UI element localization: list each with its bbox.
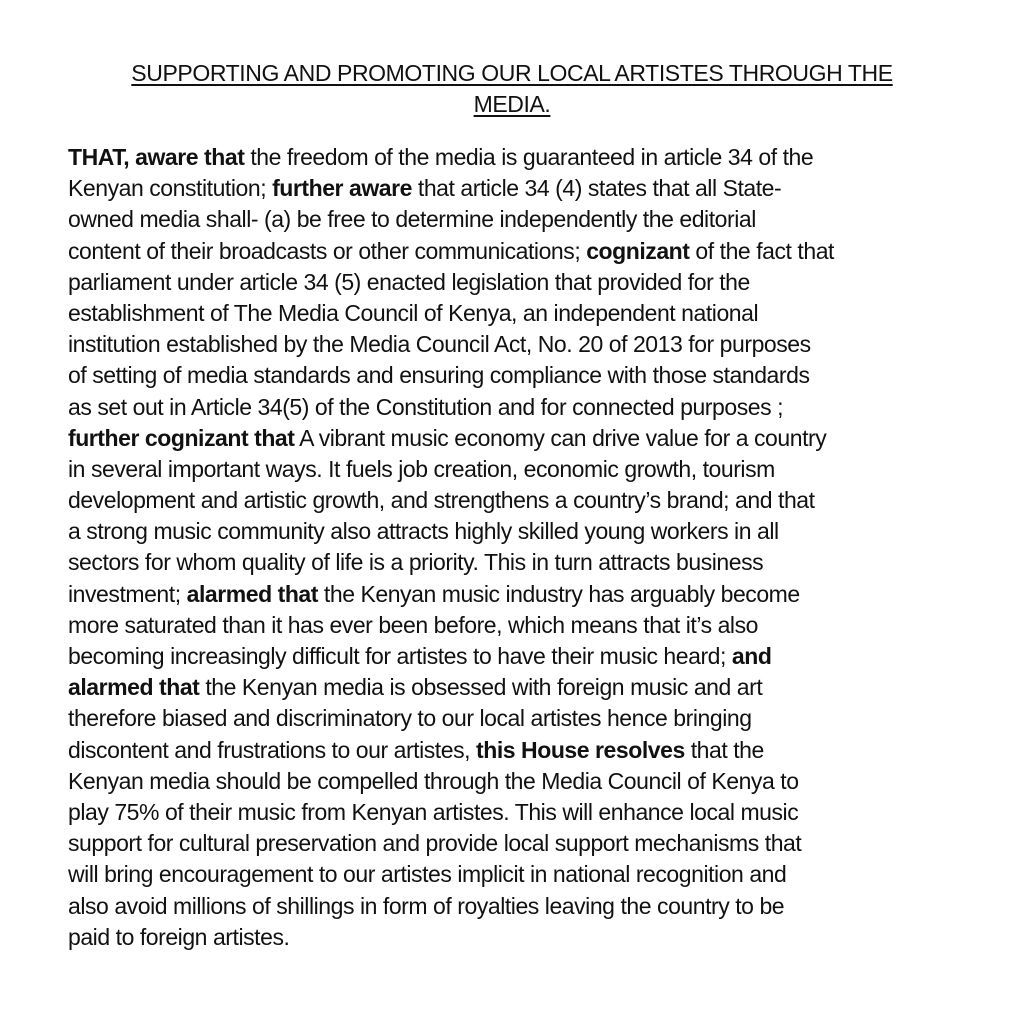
text-segment: will bring encouragement to our artistes implicit in national recognition and [68,861,787,888]
text-segment: that the [684,736,764,763]
text-segment: as set out in Article 34(5) of the Constitution and for connected purposes ; [68,393,784,420]
bold-phrase: further aware [272,175,412,202]
body-line [68,641,968,672]
text-segment: discontent and frustrations to our artistes, [68,736,477,763]
body-line [68,360,968,391]
body-line [68,142,968,173]
body-line [68,392,968,423]
body-line [68,173,968,204]
body-line [68,454,968,485]
body-line [68,797,968,828]
text-segment: more saturated than it has ever been before, which means that it’s also [68,611,758,638]
text-segment: Kenyan media should be compelled through the Media Council of Kenya to [68,767,799,794]
bold-phrase: alarmed that [68,674,200,701]
body-line [68,267,968,298]
text-segment: A vibrant music economy can drive value for a country [294,424,827,451]
body-line [68,859,968,890]
text-segment: Kenyan constitution; [68,175,273,202]
text-segment: owned media shall- (a) be free to determine independently the editorial [68,206,756,233]
title-line-2: MEDIA. [473,91,551,117]
bold-phrase: this House resolves [476,736,685,763]
text-segment: in several important ways. It fuels job creation, economic growth, tourism [68,455,775,482]
body-line [68,579,968,610]
text-segment: sectors for whom quality of life is a priority. This in turn attracts business [68,549,764,576]
text-segment: development and artistic growth, and strengthens a country’s brand; and that [68,487,815,514]
bold-phrase: and [731,643,772,669]
text-segment: therefore biased and discriminatory to our local artistes hence bringing [68,705,752,732]
bold-phrase: cognizant [586,237,690,264]
bold-phrase: THAT, aware that [68,144,245,170]
body-line [68,610,968,641]
text-segment: that article 34 (4) states that all State- [411,175,782,202]
text-segment: establishment of The Media Council of Kenya, an independent national [68,299,759,326]
text-segment: parliament under article 34 (5) enacted legislation that provided for the [68,268,750,295]
title-line-1: SUPPORTING AND PROMOTING OUR LOCAL ARTISTES THROUGH THE [131,60,893,86]
text-segment: play 75% of their music from Kenyan artistes. This will enhance local music [68,798,799,825]
body-line [68,735,968,766]
body-line [68,672,968,703]
document-title [60,58,964,120]
text-segment: institution established by the Media Council Act, No. 20 of 2013 for purposes [68,331,811,358]
text-segment: becoming increasingly difficult for artistes to have their music heard; [68,643,732,669]
body-line [68,922,968,953]
body-line [68,766,968,797]
bold-phrase: alarmed that [186,580,318,607]
motion-body [68,142,968,953]
body-line [68,891,968,922]
text-segment: also avoid millions of shillings in form of royalties leaving the country to be [68,892,785,919]
body-line [68,516,968,547]
body-line [68,703,968,734]
body-line [68,329,968,360]
body-line [68,828,968,859]
text-segment: content of their broadcasts or other communications; [68,237,587,264]
body-line [68,485,968,516]
text-segment: of the fact that [689,237,834,264]
bold-phrase: further cognizant that [68,424,295,451]
text-segment: paid to foreign artistes. [68,923,290,950]
text-segment: investment; [68,580,187,607]
body-line [68,423,968,454]
text-segment: a strong music community also attracts highly skilled young workers in all [68,518,779,545]
body-line [68,236,968,267]
text-segment: the freedom of the media is guaranteed in article 34 of the [244,144,814,170]
body-line [68,547,968,578]
text-segment: the Kenyan music industry has arguably become [317,580,800,607]
text-segment: the Kenyan media is obsessed with foreign music and art [199,674,763,701]
text-segment: support for cultural preservation and provide local support mechanisms that [68,830,802,857]
text-segment: of setting of media standards and ensuring compliance with those standards [68,362,810,389]
body-line [68,298,968,329]
body-line [68,204,968,235]
